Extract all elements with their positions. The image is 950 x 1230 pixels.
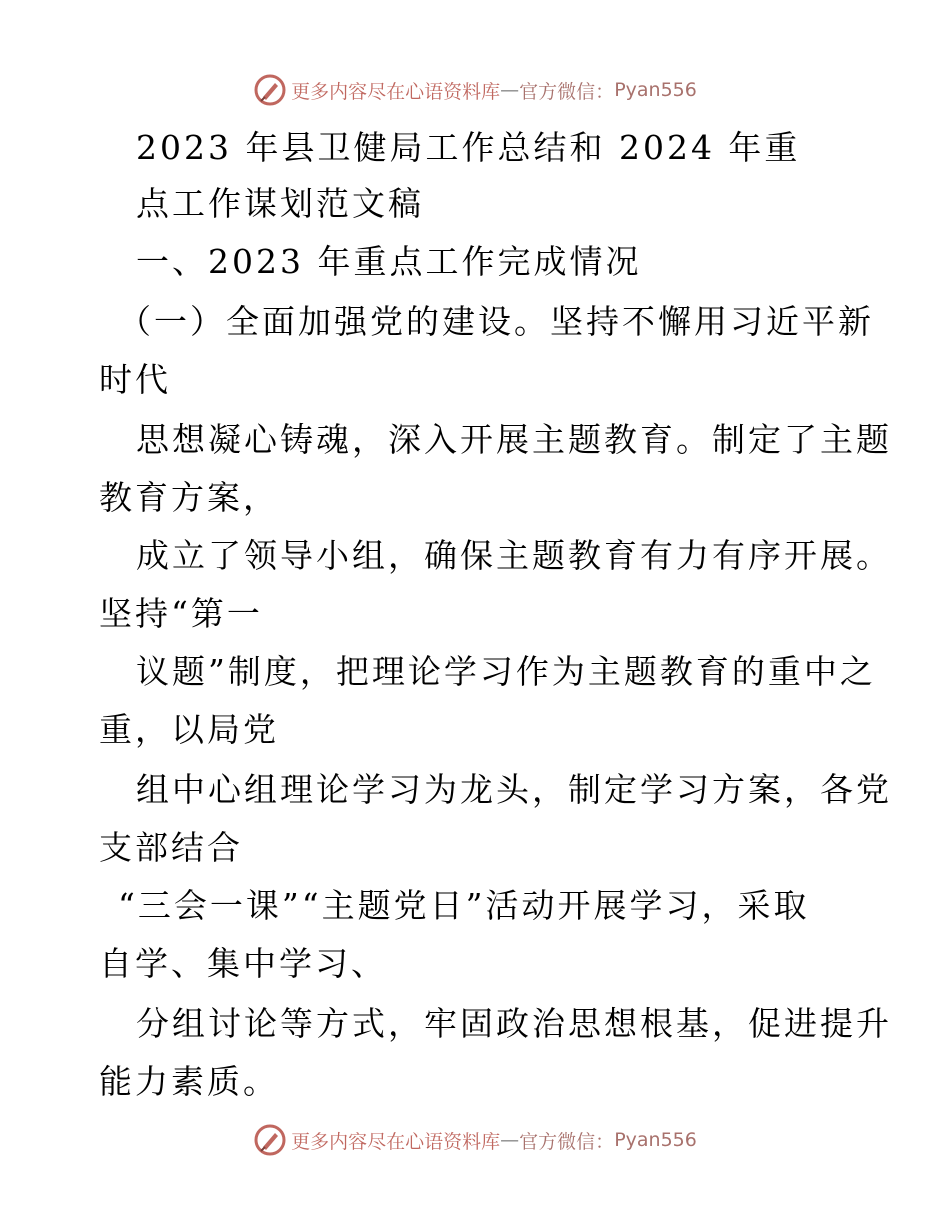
watermark-separator: — — [500, 79, 520, 101]
title-line-2: 点工作谋划范文稿 — [136, 184, 424, 223]
pen-logo-icon — [253, 1123, 287, 1157]
watermark-header — [0, 70, 950, 110]
paragraph-line: 成立了领导小组，确保主题教育有力有序开展。 — [136, 536, 892, 575]
watermark-wechat-id: Pyan556 — [614, 1129, 697, 1151]
paragraph-line: 支部结合 — [99, 828, 243, 867]
paragraph-line: 议题”制度，把理论学习作为主题教育的重中之 — [136, 652, 876, 691]
paragraph-line: 教育方案， — [99, 478, 279, 517]
paragraph-line: （一）全面加强党的建设。坚持不懈用习近平新 — [118, 302, 874, 341]
watermark-official-label: 官方微信： — [519, 1130, 615, 1153]
paragraph-line: “三会一课”“主题党日”活动开展学习，采取 — [118, 886, 810, 925]
title-line-1: 2023 年县卫健局工作总结和 2024 年重 — [136, 128, 801, 167]
paragraph-line: 组中心组理论学习为龙头，制定学习方案，各党 — [136, 770, 892, 809]
section-heading: 一、2023 年重点工作完成情况 — [136, 242, 642, 281]
paragraph-line: 思想凝心铸魂，深入开展主题教育。制定了主题 — [136, 420, 892, 459]
watermark-official-label: 官方微信： — [519, 80, 615, 103]
watermark-footer — [0, 1120, 950, 1160]
paragraph-line: 坚持“第一 — [99, 594, 263, 633]
paragraph-line: 自学、集中学习、 — [99, 944, 387, 983]
watermark-main-text: 更多内容尽在心语资料库 — [291, 1130, 501, 1153]
paragraph-line: 重，以局党 — [99, 710, 279, 749]
pen-logo-icon — [253, 73, 287, 107]
watermark-main-text: 更多内容尽在心语资料库 — [291, 80, 501, 103]
paragraph-line: 时代 — [99, 360, 171, 399]
paragraph-line: 能力素质。 — [99, 1062, 279, 1101]
watermark-separator: — — [500, 1129, 520, 1151]
paragraph-line: 分组讨论等方式，牢固政治思想根基，促进提升 — [136, 1004, 892, 1043]
watermark-wechat-id: Pyan556 — [614, 79, 697, 101]
